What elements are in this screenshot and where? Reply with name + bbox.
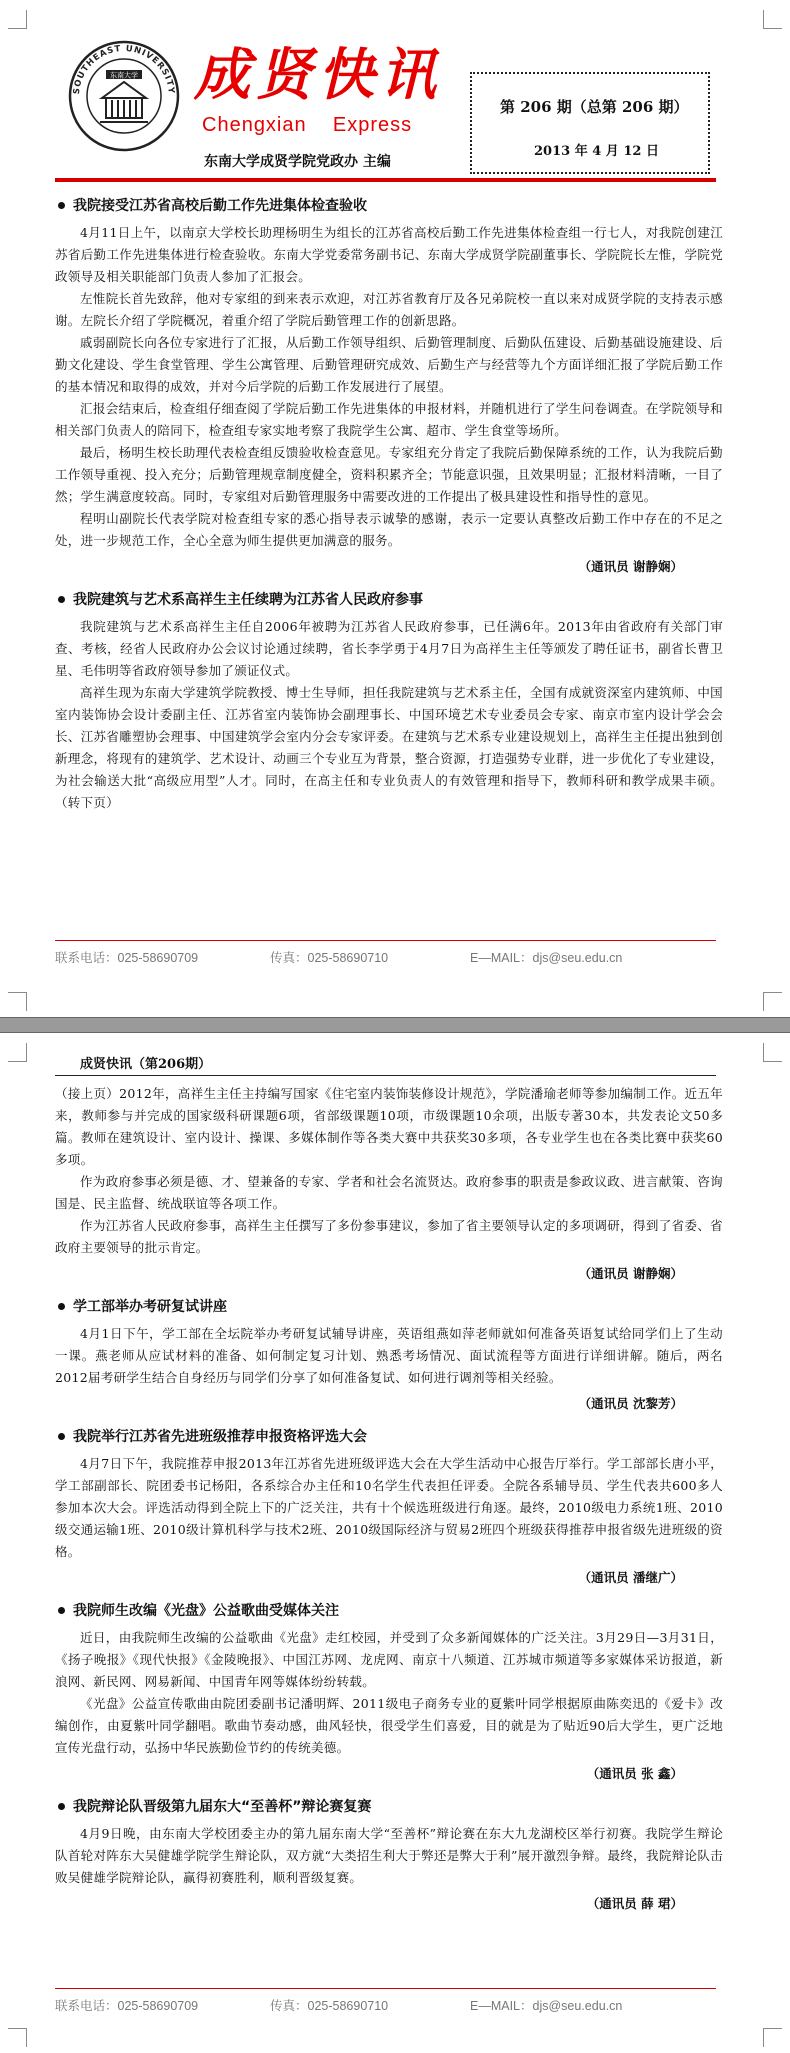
article [55, 1427, 723, 1589]
page-2 [0, 1032, 790, 2053]
issue-box [470, 72, 710, 174]
article-headline: 我院举行江苏省先进班级推荐申报资格评选大会 [55, 1427, 723, 1447]
byline: （通讯员 潘继广） [578, 1570, 683, 1585]
bullet-icon [58, 1433, 65, 1440]
crop-mark [8, 1043, 27, 1062]
page-1-content [55, 196, 723, 814]
svg-text:SOUTHEAST UNIVERSITY: SOUTHEAST UNIVERSITY [71, 43, 177, 95]
byline: （通讯员 沈黎芳） [578, 1396, 683, 1411]
article-headline: 我院建筑与艺术系高祥生主任续聘为江苏省人民政府参事 [55, 590, 723, 610]
paragraph: 戚弱副院长向各位专家进行了汇报，从后勤工作领导组织、后勤管理制度、后勤队伍建设、后勤基础设施建设、后勤文化建设、学生食堂管理、学生公寓管理、后勤管理研究成效、后勤生产与经营等九个方面详细汇报了学院后勤工作的基本情况和取得的成效，并对今后学院的后勤工作发展进行了展望。 [55, 335, 723, 394]
page-2-content [55, 1083, 723, 1927]
article [55, 590, 723, 814]
crop-mark [8, 992, 27, 1011]
bullet-icon [58, 1803, 65, 1810]
article [55, 1797, 723, 1915]
article-headline: 我院接受江苏省高校后勤工作先进集体检查验收 [55, 196, 723, 216]
masthead-english-title: Chengxian Express [202, 114, 413, 136]
article-headline: 学工部举办考研复试讲座 [55, 1297, 723, 1317]
paragraph: 《光盘》公益宣传歌曲由院团委副书记潘明辉、2011级电子商务专业的夏紫叶同学根据原曲陈奕迅的《爱卡》改编创作，由夏紫叶同学翻唱。歌曲节奏动感，曲风轻快，很受学生们喜爱，目的就是为了贴近90后大学生，更广泛地宣传光盘行动，弘扬中华民族勤俭节约的传统美德。 [55, 1696, 723, 1755]
paragraph: （接上页）2012年，高祥生主任主持编写国家《住宅室内装饰装修设计规范》，学院潘瑜老师等参加编制工作。近五年来，教师参与并完成的国家级科研课题6项，省部级课题10项，市级课题10余项，出版专著30本，共发表论文50多篇。教师在建筑设计、室内设计、操课、多媒体制作等各类大赛中共获奖30多项，各专业学生也在各类比赛中获奖60多项。 [55, 1086, 723, 1167]
crop-mark [763, 10, 782, 29]
byline: （通讯员 谢静娴） [578, 1266, 683, 1281]
footer-email: E—MAIL：djs@seu.edu.cn [470, 951, 623, 965]
bullet-icon [58, 202, 65, 209]
masthead-rule [55, 178, 716, 182]
article [55, 1601, 723, 1785]
byline: （通讯员 薛 珺） [586, 1896, 683, 1911]
footer-rule [55, 940, 716, 941]
header-rule [55, 1075, 716, 1076]
paragraph: 作为政府参事必须是德、才、望兼备的专家、学者和社会名流贤达。政府参事的职责是参政议政、进言献策、咨询国是、民主监督、统战联谊等各项工作。 [55, 1174, 723, 1211]
paragraph: 最后，杨明生校长助理代表检查组反馈验收检查意见。专家组充分肯定了我院后勤保障系统的工作，认为我院后勤工作领导重视、投入充分；后勤管理规章制度健全，资料积累齐全；节能意识强，且效果明显；汇报材料清晰，一目了然；学生满意度较高。同时，专家组对后勤管理服务中需要改进的工作提出了极具建设性和指导性的意见。 [55, 445, 723, 504]
paragraph: 4月7日下午，我院推荐申报2013年江苏省先进班级评选大会在大学生活动中心报告厅举行。学工部部长唐小平，学工部副部长、院团委书记杨阳，各系综合办主任和10名学生代表担任评委。全院各系辅导员、学生代表共600多人参加本次大会。评选活动得到全院上下的广泛关注，共有十个候选班级进行角逐。最终，2010级电力系统1班、2010级交通运输1班、2010级计算机科学与技术2班、2010级国际经济与贸易2班四个班级获得推荐申报省级先进班级的资格。 [55, 1456, 723, 1559]
bullet-icon [58, 1607, 65, 1614]
byline: （通讯员 谢静娴） [578, 559, 683, 574]
crop-mark [8, 2028, 27, 2047]
paragraph: 高祥生现为东南大学建筑学院教授、博士生导师，担任我院建筑与艺术系主任，全国有成就资深室内建筑师、中国室内装饰协会设计委副主任、江苏省室内装饰协会副理事长、中国环境艺术专业委员会专家、南京市室内设计学会会长、江苏省雕塑协会理事、中国建筑学会室内分会专家评委。在建筑与艺术系专业建设规划上，高祥生主任提出独到创新理念，将现有的建筑学、艺术设计、动画三个专业互为背景，整合资源，打造强势专业群，进一步优化了专业建设，为社会输送大批“高级应用型”人才。同时，在高主任和专业负责人的有效管理和指导下，教师科研和教学成果丰硕。（转下页） [55, 685, 723, 810]
byline: （通讯员 张 鑫） [586, 1766, 683, 1781]
paragraph: 4月9日晚，由东南大学校团委主办的第九届东南大学“至善杯”辩论赛在东大九龙湖校区举行初赛。我院学生辩论队首轮对阵东大吴健雄学院学生辩论队，双方就“大类招生利大于弊还是弊大于利”展开激烈争辩。最终，我院辩论队击败吴健雄学院辩论队，赢得初赛胜利，顺利晋级复赛。 [55, 1826, 723, 1885]
university-seal-icon [68, 40, 180, 152]
issue-date: 2013 年 4 月 12 日 [534, 144, 659, 159]
page-1 [0, 0, 790, 1018]
paragraph: 左惟院长首先致辞，他对专家组的到来表示欢迎，对江苏省教育厅及各兄弟院校一直以来对成贤学院的支持表示感谢。左院长介绍了学院概况，着重介绍了学院后勤管理工作的创新思路。 [55, 291, 723, 328]
crop-mark [8, 10, 27, 29]
crop-mark [763, 992, 782, 1011]
footer-rule [55, 1988, 716, 1989]
footer-fax: 传真：025-58690710 [270, 1999, 389, 2013]
running-header: 成贤快讯（第206期） [80, 1057, 212, 1072]
paragraph: 程明山副院长代表学院对检查组专家的悉心指导表示诚挚的感谢，表示一定要认真整改后勤工作中存在的不足之处，进一步规范工作，全心全意为师生提供更加满意的服务。 [55, 511, 723, 548]
paragraph: 4月1日下午，学工部在全坛院举办考研复试辅导讲座，英语组燕如萍老师就如何准备英语复试给同学们上了生动一课。燕老师从应试材料的准备、如何制定复习计划、熟悉考场情况、面试流程等方面进行详细讲解。随后，两名2012届考研学生结合自身经历与同学们分享了如何准备复试、如何进行调剂等相关经验。 [55, 1326, 723, 1385]
masthead-title: 成贤快讯 [194, 43, 442, 108]
bullet-icon [58, 1303, 65, 1310]
article-headline: 我院辩论队晋级第九届东大“至善杯”辩论赛复赛 [55, 1797, 723, 1817]
bullet-icon [58, 596, 65, 603]
footer-phone: 联系电话：025-58690709 [55, 1999, 199, 2013]
svg-text:东南大学: 东南大学 [110, 71, 138, 80]
crop-mark [763, 1043, 782, 1062]
paragraph: 我院建筑与艺术系高祥生主任自2006年被聘为江苏省人民政府参事，已任满6年。2013年由省政府有关部门审查、考核，经省人民政府办公会议讨论通过续聘，省长李学勇于4月7日为高祥生主任等颁发了聘任证书，副省长曹卫星、毛伟明等省政府领导参加了颁证仪式。 [55, 619, 723, 678]
paragraph: 汇报会结束后，检查组仔细查阅了学院后勤工作先进集体的申报材料，并随机进行了学生问卷调查。在学院领导和相关部门负责人的陪同下，检查组专家实地考察了我院学生公寓、超市、学生食堂等场所。 [55, 401, 723, 438]
article [55, 196, 723, 578]
issue-number: 第 206 期（总第 206 期） [500, 98, 689, 116]
paragraph: 4月11日上午，以南京大学校长助理杨明生为组长的江苏省高校后勤工作先进集体检查组一行七人，对我院创建江苏省后勤工作先进集体进行检查验收。东南大学党委常务副书记、东南大学成贤学院副董事长、学院院长左惟，学院党政领导及相关职能部门负责人参加了汇报会。 [55, 225, 723, 284]
masthead-organizer: 东南大学成贤学院党政办 主编 [204, 154, 391, 170]
paragraph: 近日，由我院师生改编的公益歌曲《光盘》走红校园，并受到了众多新闻媒体的广泛关注。3月29日—3月31日，《扬子晚报》《现代快报》《金陵晚报》、中国江苏网、龙虎网、南京十八频道、江苏城市频道等多家媒体采访报道，新浪网、新民网、网易新闻、中国青年网等媒体纷纷转载。 [55, 1630, 723, 1689]
crop-mark [763, 2028, 782, 2047]
footer-email: E—MAIL：djs@seu.edu.cn [470, 1999, 623, 2013]
article-headline: 我院师生改编《光盘》公益歌曲受媒体关注 [55, 1601, 723, 1621]
footer-phone: 联系电话：025-58690709 [55, 951, 199, 965]
footer-fax: 传真：025-58690710 [270, 951, 389, 965]
paragraph: 作为江苏省人民政府参事，高祥生主任撰写了多份参事建议，参加了省主要领导认定的多项调研，得到了省委、省政府主要领导的批示肯定。 [55, 1218, 723, 1255]
article [55, 1297, 723, 1415]
article [55, 1083, 723, 1285]
